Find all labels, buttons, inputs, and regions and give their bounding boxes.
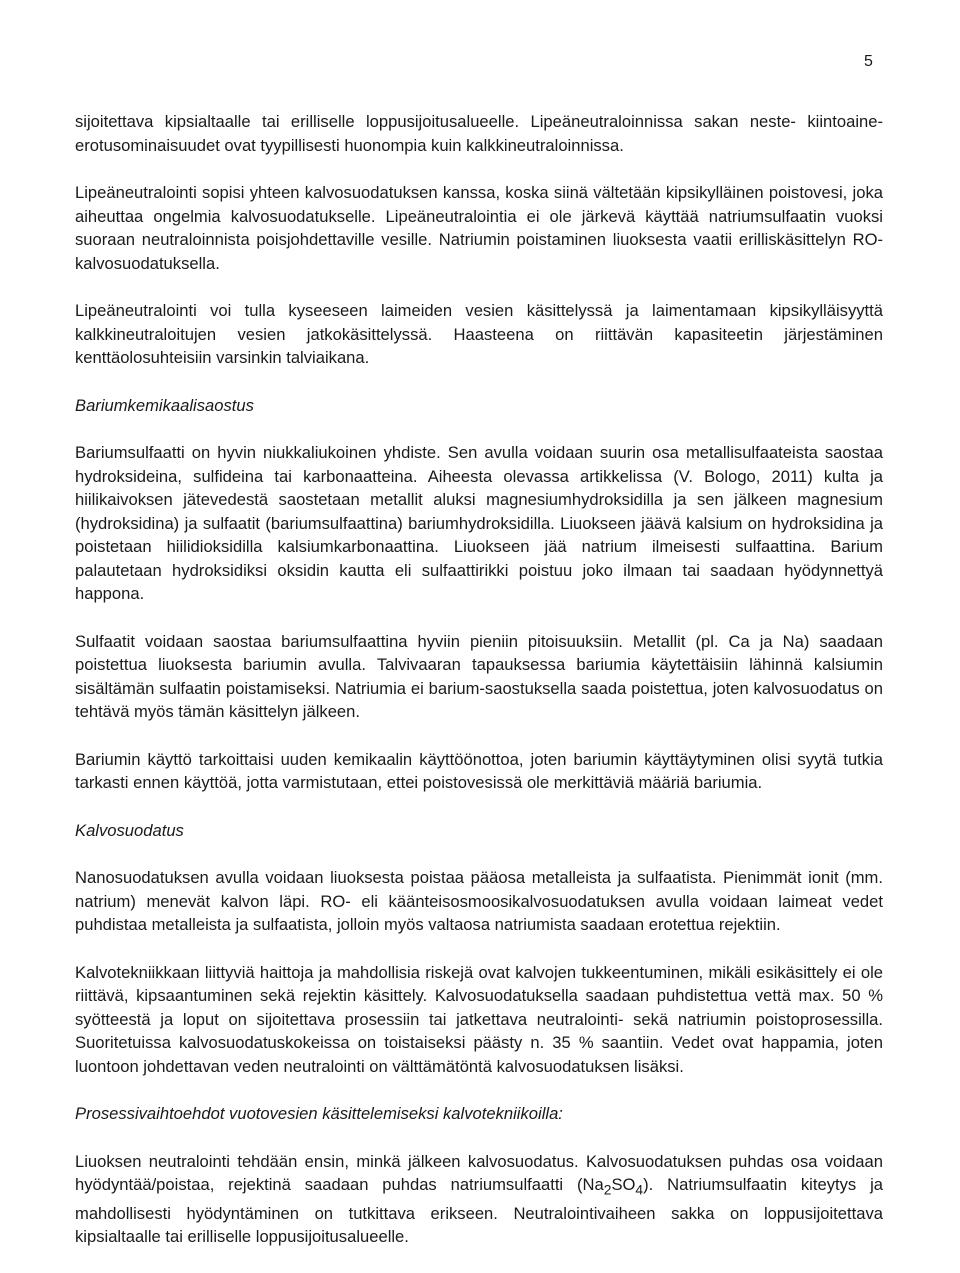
document-body [75,110,883,1273]
paragraph-kalvotekniikka-haitat: Kalvotekniikkaan liittyviä haittoja ja mahdollisia riskejä ovat kalvojen tukkeentuminen, mikäli esikäsittely ei ole riittävä, kipsaantuminen sekä rejektin käsittely. Kalvosuodatuksella saadaan puhdistettua vettä max. 50 % syötteestä ja loput on sijoitettava prosessiin tai jatkettava neutralointi- sekä natriumin poistoprosessilla. Suoritetuissa kalvosuodatuskokeissa on toistaiseksi päästy n. 35 % saantiin. Vedet ovat happamia, joten luontoon johdettavan veden neutralointi on välttämätöntä kalvosuodatuksen lisäksi. [75,962,883,1076]
formula-text-mid: SO [611,1175,636,1194]
paragraph-sulfaatit-saostus: Sulfaatit voidaan saostaa bariumsulfaattina hyviin pieniin pitoisuuksiin. Metallit (pl. Ca ja Na) saadaan poistettua liuoksesta bariumin avulla. Talvivaaran tapauksessa bariumia käytettäisiin lähinnä kalsiumin sisältämän sulfaatin poistamiseksi. Natriumia ei barium-saostuksella saada poistettua, joten kalvosuodatus on tehtävä myös tämän käsittelyn jälkeen. [75,631,883,721]
formula-subscript-4: 4 [635,1181,644,1198]
formula-text-post: ). Natriumsulfaatin kiteytys ja mahdollisesti hyödyntäminen on tutkittava erikseen. Neutralointivaiheen sakka on loppusijoitettava kipsialtaalle tai erilliselle loppusijoitusalueelle. [75,1175,883,1247]
page-number: 5 [864,53,873,70]
section-heading-bariumkemikaalisaostus: Bariumkemikaalisaostus [75,395,254,415]
paragraph-nanosuodatus: Nanosuodatuksen avulla voidaan liuoksesta poistaa pääosa metalleista ja sulfaatista. Pienimmät ionit (mm. natrium) menevät kalvon läpi. RO- eli käänteisosmoosikalvosuodatuksen avulla voidaan laimeat vedet puhdistaa metalleista ja sulfaatista, jolloin myös valtaosa natriumista saadaan erotettua rejektiin. [75,868,883,934]
formula-text-pre: Liuoksen neutralointi tehdään ensin, minkä jälkeen kalvosuodatus. Kalvosuodatuksen puhdas osa voidaan hyödyntää/poistaa, rejektinä saadaan puhdas natriumsulfaatti (Na [75,1151,883,1194]
paragraph-kalvosuodatus-compat: Lipeäneutralointi sopisi yhteen kalvosuodatuksen kanssa, koska siinä vältetään kipsikylläinen poistovesi, joka aiheuttaa ongelmia kalvosuodatukselle. Lipeäneutralointia ei ole järkevä käyttää natriumsulfaatin vuoksi suoraan neutraloinnista poisjohdettaville vesille. Natriumin poistaminen liuoksesta vaatii erilliskäsittelyn RO-kalvosuodatuksella. [75,183,883,273]
paragraph-lipeaneutralointi-intro: sijoitettava kipsialtaalle tai erilliselle loppusijoitusalueelle. Lipeäneutraloinnissa sakan neste- kiintoaine-erotusominaisuudet ovat tyypillisesti huonompia kuin kalkkineutraloinnissa. [75,112,883,155]
paragraph-bariumsulfaatti: Bariumsulfaatti on hyvin niukkaliukoinen yhdiste. Sen avulla voidaan suurin osa metallisulfaateista saostaa hydroksideina, sulfideina tai karbonaatteina. Aiheesta olevassa artikkelissa (V. Bologo, 2011) kulta ja hiilikaivoksen jätevedestä saostetaan metallit aluksi magnesiumhydroksidilla ja sen jälkeen magnesium (hydroksidina) ja sulfaatit (bariumsulfaattina) bariumhydroksidilla. Liuokseen jäävä kalsium on hydroksidina ja poistetaan hiilidioksidilla kalsiumkarbonaattina. Liuokseen jää natrium ilmeisesti sulfaattina. Barium palautetaan hydroksidiksi oksidin kautta eli sulfaattirikki poistuu joko ilmaan tai saadaan hyödynnettyä happona. [75,443,883,603]
section-heading-kalvosuodatus: Kalvosuodatus [75,820,184,840]
paragraph-liuoksen-neutralointi [75,1150,883,1249]
paragraph-bariumin-kaytto: Bariumin käyttö tarkoittaisi uuden kemikaalin käyttöönottoa, joten bariumin käyttäytyminen olisi syytä tutkia tarkasti ennen käyttöä, jotta varmistutaan, ettei poistovesissä ole merkittäviä määriä bariumia. [75,749,883,792]
formula-subscript-2: 2 [603,1181,612,1198]
section-heading-prosessivaihtoehdot: Prosessivaihtoehdot vuotovesien käsittelemiseksi kalvotekniikoilla: [75,1104,563,1123]
paragraph-laimeat-vedet: Lipeäneutralointi voi tulla kyseeseen laimeiden vesien käsittelyssä ja laimentamaan kipsikylläisyyttä kalkkineutraloitujen vesien jatkokäsittelyssä. Haasteena on riittävän kapasiteetin järjestäminen kenttäolosuhteisiin varsinkin talviaikana. [75,301,883,367]
